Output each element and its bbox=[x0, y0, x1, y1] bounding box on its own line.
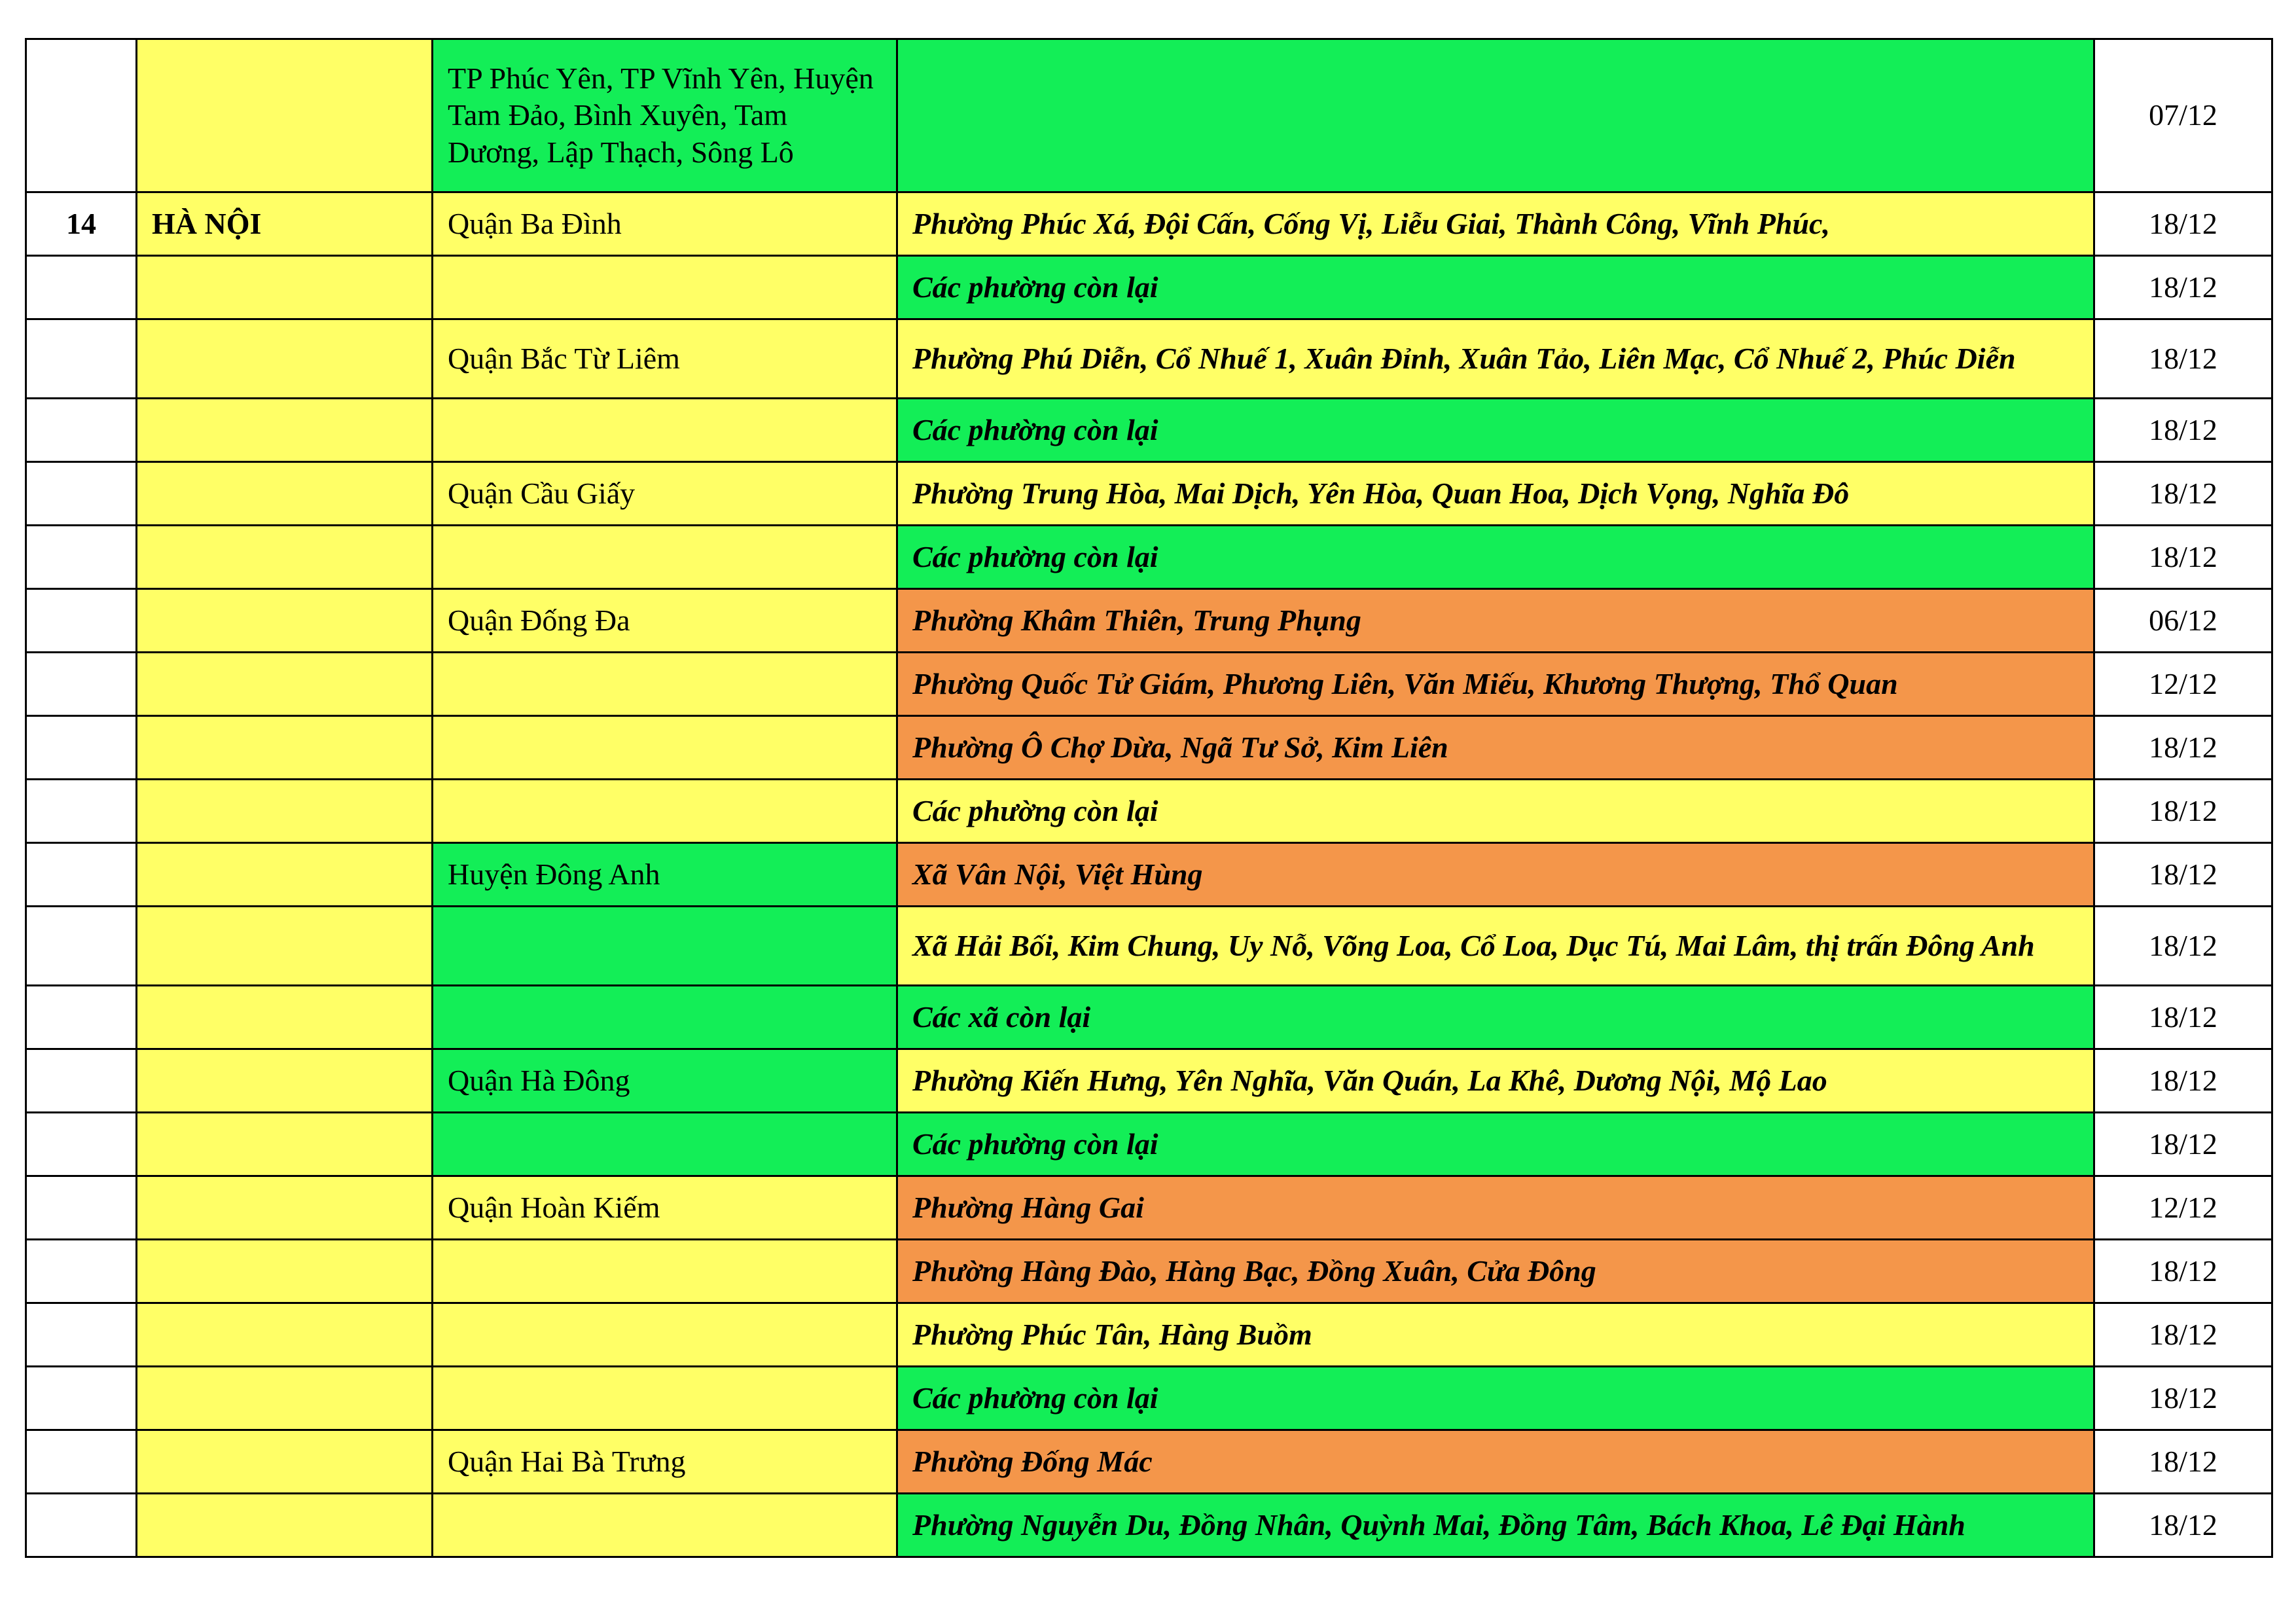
district-cell: Quận Hai Bà Trưng bbox=[433, 1430, 897, 1494]
area-detail-cell: Phường Hàng Gai bbox=[897, 1176, 2094, 1240]
province-cell bbox=[137, 986, 433, 1049]
province-cell bbox=[137, 399, 433, 462]
province-cell bbox=[137, 780, 433, 843]
date-cell: 18/12 bbox=[2094, 462, 2272, 526]
district-cell: Quận Hà Đông bbox=[433, 1049, 897, 1113]
date-cell: 12/12 bbox=[2094, 653, 2272, 716]
row-number-cell bbox=[26, 780, 137, 843]
area-detail-cell: Phường Trung Hòa, Mai Dịch, Yên Hòa, Quan Hoa, Dịch Vọng, Nghĩa Đô bbox=[897, 462, 2094, 526]
table-row bbox=[26, 843, 2272, 907]
date-cell: 18/12 bbox=[2094, 843, 2272, 907]
table-row bbox=[26, 319, 2272, 399]
province-cell bbox=[137, 1240, 433, 1303]
district-cell bbox=[433, 526, 897, 589]
date-cell: 18/12 bbox=[2094, 192, 2272, 256]
row-number-cell bbox=[26, 1494, 137, 1557]
area-detail-cell: Các phường còn lại bbox=[897, 256, 2094, 319]
district-cell bbox=[433, 653, 897, 716]
district-cell bbox=[433, 1113, 897, 1176]
area-detail-cell: Xã Vân Nội, Việt Hùng bbox=[897, 843, 2094, 907]
district-cell: Quận Cầu Giấy bbox=[433, 462, 897, 526]
district-cell bbox=[433, 1367, 897, 1430]
row-number-cell bbox=[26, 39, 137, 192]
row-number-cell bbox=[26, 907, 137, 986]
district-cell bbox=[433, 399, 897, 462]
district-cell bbox=[433, 716, 897, 780]
date-cell: 18/12 bbox=[2094, 986, 2272, 1049]
area-detail-cell: Các phường còn lại bbox=[897, 1367, 2094, 1430]
province-cell bbox=[137, 39, 433, 192]
district-cell bbox=[433, 1240, 897, 1303]
district-cell: Quận Bắc Từ Liêm bbox=[433, 319, 897, 399]
row-number-cell bbox=[26, 653, 137, 716]
table-row bbox=[26, 1367, 2272, 1430]
date-cell: 18/12 bbox=[2094, 1430, 2272, 1494]
area-detail-cell: Phường Hàng Đào, Hàng Bạc, Đồng Xuân, Cửa Đông bbox=[897, 1240, 2094, 1303]
row-number-cell bbox=[26, 399, 137, 462]
area-detail-cell: Phường Phúc Xá, Đội Cấn, Cống Vị, Liễu Giai, Thành Công, Vĩnh Phúc, bbox=[897, 192, 2094, 256]
province-cell bbox=[137, 907, 433, 986]
area-detail-cell bbox=[897, 39, 2094, 192]
table-row bbox=[26, 192, 2272, 256]
date-cell: 18/12 bbox=[2094, 716, 2272, 780]
province-cell bbox=[137, 526, 433, 589]
date-cell: 18/12 bbox=[2094, 1367, 2272, 1430]
province-cell bbox=[137, 1303, 433, 1367]
district-cell bbox=[433, 780, 897, 843]
area-detail-cell: Phường Quốc Tử Giám, Phương Liên, Văn Miếu, Khương Thượng, Thổ Quan bbox=[897, 653, 2094, 716]
district-cell bbox=[433, 1303, 897, 1367]
district-cell: Quận Ba Đình bbox=[433, 192, 897, 256]
province-cell bbox=[137, 1367, 433, 1430]
date-cell: 18/12 bbox=[2094, 256, 2272, 319]
date-cell: 06/12 bbox=[2094, 589, 2272, 653]
date-cell: 12/12 bbox=[2094, 1176, 2272, 1240]
province-cell bbox=[137, 1430, 433, 1494]
table-row bbox=[26, 1113, 2272, 1176]
row-number-cell bbox=[26, 1049, 137, 1113]
row-number-cell bbox=[26, 843, 137, 907]
date-cell: 07/12 bbox=[2094, 39, 2272, 192]
row-number-cell bbox=[26, 1240, 137, 1303]
date-cell: 18/12 bbox=[2094, 907, 2272, 986]
table-row bbox=[26, 589, 2272, 653]
date-cell: 18/12 bbox=[2094, 1240, 2272, 1303]
row-number-cell bbox=[26, 526, 137, 589]
date-cell: 18/12 bbox=[2094, 526, 2272, 589]
covid-level-table bbox=[25, 38, 2273, 1558]
row-number-cell bbox=[26, 1113, 137, 1176]
row-number-cell bbox=[26, 589, 137, 653]
table-row bbox=[26, 1176, 2272, 1240]
date-cell: 18/12 bbox=[2094, 1303, 2272, 1367]
row-number-cell bbox=[26, 1303, 137, 1367]
date-cell: 18/12 bbox=[2094, 1049, 2272, 1113]
table-row bbox=[26, 399, 2272, 462]
province-cell bbox=[137, 256, 433, 319]
row-number-cell bbox=[26, 1176, 137, 1240]
table-row bbox=[26, 1240, 2272, 1303]
table-row bbox=[26, 1494, 2272, 1557]
area-detail-cell: Các phường còn lại bbox=[897, 399, 2094, 462]
row-number-cell bbox=[26, 462, 137, 526]
province-cell bbox=[137, 462, 433, 526]
district-cell bbox=[433, 1494, 897, 1557]
table-row bbox=[26, 256, 2272, 319]
district-cell: TP Phúc Yên, TP Vĩnh Yên, Huyện Tam Đảo, Bình Xuyên, Tam Dương, Lập Thạch, Sông Lô bbox=[433, 39, 897, 192]
province-cell bbox=[137, 653, 433, 716]
table-row bbox=[26, 1430, 2272, 1494]
table-row bbox=[26, 907, 2272, 986]
table-row bbox=[26, 986, 2272, 1049]
district-cell: Quận Hoàn Kiếm bbox=[433, 1176, 897, 1240]
area-detail-cell: Phường Phú Diễn, Cổ Nhuế 1, Xuân Đỉnh, Xuân Tảo, Liên Mạc, Cổ Nhuế 2, Phúc Diễn bbox=[897, 319, 2094, 399]
table-row bbox=[26, 1049, 2272, 1113]
province-cell: HÀ NỘI bbox=[137, 192, 433, 256]
table-row bbox=[26, 1303, 2272, 1367]
district-cell bbox=[433, 907, 897, 986]
table-row bbox=[26, 716, 2272, 780]
date-cell: 18/12 bbox=[2094, 1113, 2272, 1176]
area-detail-cell: Phường Đống Mác bbox=[897, 1430, 2094, 1494]
date-cell: 18/12 bbox=[2094, 1494, 2272, 1557]
province-cell bbox=[137, 319, 433, 399]
date-cell: 18/12 bbox=[2094, 399, 2272, 462]
row-number-cell bbox=[26, 256, 137, 319]
row-number-cell: 14 bbox=[26, 192, 137, 256]
province-cell bbox=[137, 1494, 433, 1557]
row-number-cell bbox=[26, 986, 137, 1049]
province-cell bbox=[137, 716, 433, 780]
table-row bbox=[26, 39, 2272, 192]
area-detail-cell: Các phường còn lại bbox=[897, 526, 2094, 589]
area-detail-cell: Xã Hải Bối, Kim Chung, Uy Nỗ, Võng Loa, Cổ Loa, Dục Tú, Mai Lâm, thị trấn Đông Anh bbox=[897, 907, 2094, 986]
table-row bbox=[26, 653, 2272, 716]
area-detail-cell: Các phường còn lại bbox=[897, 780, 2094, 843]
area-detail-cell: Phường Phúc Tân, Hàng Buồm bbox=[897, 1303, 2094, 1367]
row-number-cell bbox=[26, 1430, 137, 1494]
table-row bbox=[26, 780, 2272, 843]
district-cell bbox=[433, 256, 897, 319]
area-detail-cell: Phường Khâm Thiên, Trung Phụng bbox=[897, 589, 2094, 653]
row-number-cell bbox=[26, 1367, 137, 1430]
area-detail-cell: Phường Kiến Hưng, Yên Nghĩa, Văn Quán, La Khê, Dương Nội, Mộ Lao bbox=[897, 1049, 2094, 1113]
row-number-cell bbox=[26, 319, 137, 399]
district-cell bbox=[433, 986, 897, 1049]
area-detail-cell: Các phường còn lại bbox=[897, 1113, 2094, 1176]
table-row bbox=[26, 526, 2272, 589]
province-cell bbox=[137, 1049, 433, 1113]
row-number-cell bbox=[26, 716, 137, 780]
table-row bbox=[26, 462, 2272, 526]
province-cell bbox=[137, 1176, 433, 1240]
area-detail-cell: Phường Ô Chợ Dừa, Ngã Tư Sở, Kim Liên bbox=[897, 716, 2094, 780]
table-body bbox=[26, 39, 2272, 1557]
date-cell: 18/12 bbox=[2094, 780, 2272, 843]
province-cell bbox=[137, 1113, 433, 1176]
date-cell: 18/12 bbox=[2094, 319, 2272, 399]
district-cell: Quận Đống Đa bbox=[433, 589, 897, 653]
province-cell bbox=[137, 589, 433, 653]
area-detail-cell: Phường Nguyễn Du, Đồng Nhân, Quỳnh Mai, Đồng Tâm, Bách Khoa, Lê Đại Hành bbox=[897, 1494, 2094, 1557]
province-cell bbox=[137, 843, 433, 907]
area-detail-cell: Các xã còn lại bbox=[897, 986, 2094, 1049]
district-cell: Huyện Đông Anh bbox=[433, 843, 897, 907]
